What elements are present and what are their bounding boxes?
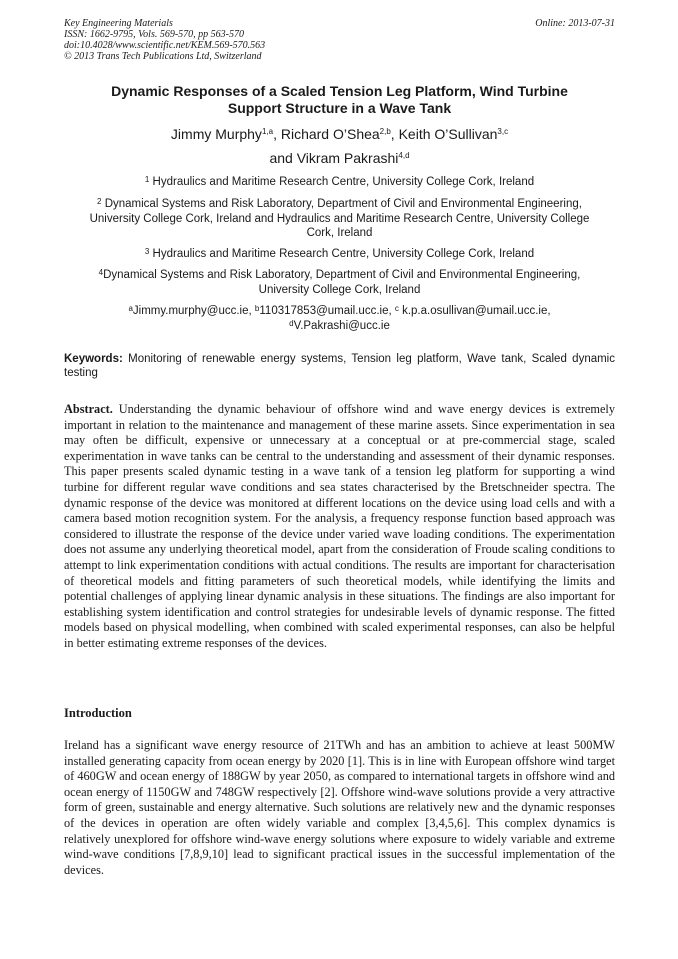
title-line-1: Dynamic Responses of a Scaled Tension Leg Platform, Wind Turbine xyxy=(111,83,568,99)
title-line-2: Support Structure in a Wave Tank xyxy=(227,100,452,116)
email-mark: c xyxy=(394,304,399,313)
affiliation-text: University College Cork, Ireland xyxy=(258,283,421,296)
introduction-heading: Introduction xyxy=(64,706,132,720)
email-mark: d xyxy=(289,318,294,328)
affiliation-text: Hydraulics and Maritime Research Centre, University College Cork, Ireland xyxy=(152,176,535,188)
affiliation-text: Dynamical Systems and Risk Laboratory, Department of Civil and Environmental Engineering, xyxy=(104,198,582,210)
author-name: Richard O’Shea xyxy=(280,126,380,142)
abstract-section xyxy=(64,402,615,652)
author-emails xyxy=(64,304,615,333)
online-date: Online: 2013-07-31 xyxy=(535,18,615,29)
abstract-label: Abstract. xyxy=(64,402,113,416)
affiliation-text: University College Cork, Ireland and Hydraulics and Maritime Research Centre, University College xyxy=(89,212,590,225)
author-line-1: Jimmy Murphy$^{1,a}$, Richard O’Shea$^{2,b}$, Keith O’Sullivan$^{3,c}$ xyxy=(170,126,509,142)
affiliation-number: 2 xyxy=(97,197,102,206)
keywords-section xyxy=(64,352,615,380)
email-link[interactable]: Jimmy.murphy@ucc.ie, xyxy=(132,305,252,317)
email-mark: b xyxy=(254,304,260,313)
author-line-2 xyxy=(64,146,615,170)
affiliation-4 xyxy=(64,268,615,297)
email-link[interactable]: k.p.a.osullivan@umail.ucc.ie, xyxy=(402,305,551,317)
doi-line: doi:10.4028/www.scientific.net/KEM.569-570.563 xyxy=(64,40,266,51)
journal-name: Key Engineering Materials xyxy=(64,18,173,29)
author-affiliation-mark: 2,b xyxy=(379,127,391,136)
paper-title xyxy=(64,83,615,117)
affiliation-text: Cork, Ireland xyxy=(306,227,373,239)
affiliation-number: 1 xyxy=(144,175,150,184)
keywords-label: Keywords: xyxy=(64,353,123,365)
author-affiliation-mark: 1,a xyxy=(261,127,274,136)
affiliation-2 xyxy=(64,197,615,241)
author-conjunction: and xyxy=(269,150,293,166)
author-affiliation-mark: 3,c xyxy=(497,127,509,136)
affiliation-text: Dynamical Systems and Risk Laboratory, Department of Civil and Environmental Engineering, xyxy=(103,269,581,281)
email-mark: a xyxy=(128,304,133,313)
affiliation-number: 3 xyxy=(144,247,150,256)
email-link[interactable]: V.Pakrashi@ucc.ie xyxy=(293,319,390,332)
author-name: Vikram Pakrashi xyxy=(296,150,399,166)
journal-header xyxy=(64,18,615,62)
affiliation-number: 4 xyxy=(98,268,104,277)
copyright-line: © 2013 Trans Tech Publications Ltd, Switzerland xyxy=(64,51,262,62)
introduction-text: Ireland has a significant wave energy resource of 21TWh and has an ambition to achieve at least 500MW installed generating capacity from ocean energy by 2020 [1]. This is in line with European offshore wind target of 460GW and ocean energy of 188GW by year 2050, as compared to international targets in offshore wind and ocean energy of 1150GW and 748GW respectively [2]. Offshore wind-wave solutions provide a very attractive form of green, sustainable and energy alternative. Such solutions are relatively new and the dynamic responses of the devices in operation are often widely variable and complex [3,4,5,6]. This complex dynamics is relatively unexplored for offshore wind-wave energy solutions where exposure to widely variable and extreme wind-wave conditions [7,8,9,10] lead to significant practical issues in the successful implementation of the devices. xyxy=(64,738,615,877)
author-name: Keith O’Sullivan xyxy=(398,126,498,142)
affiliation-text: Hydraulics and Maritime Research Centre, University College Cork, Ireland xyxy=(152,248,535,260)
abstract-text: Understanding the dynamic behaviour of offshore wind and wave energy devices is extremely important in relation to the maintenance and management of these marine assets. Since experimentation in sea may often be difficult, expensive or unnecessary at a conceptual or at pre-commercial stage, scaled experimentation in wave tanks can be central to the understanding and assessment of their dynamic responses. This paper presents scaled dynamic testing in a wave tank of a tension leg platform for supporting a wind turbine for different regular wave conditions and sea states characterised by the Bretschneider spectra. The dynamic response of the device was monitored at different locations on the device using load cells and with a camera based motion recognition system. For the analysis, a frequency response function based approach was considered to illustrate the response of the device under varied wave loading conditions. The experimentation does not assume any underlying theoretical model, apart from the consideration of Froude scaling conditions to attempt to link experimentation conditions with actual conditions. The results are important for characterisation of theoretical models and fitting parameters of such theoretical models, while identifying the limits and potential challenges of applying linear dynamic analysis in these situations. The findings are also important for establishing system identification and control strategies for undesirable levels of dynamic response. The fitted models based on physical modelling, when combined with scaled experimental responses, can also be helpful in better estimating extreme responses of the devices. xyxy=(64,402,615,650)
keywords-text: Monitoring of renewable energy systems, Tension leg platform, Wave tank, Scaled dynamic testing xyxy=(64,353,615,379)
email-link[interactable]: 110317853@umail.ucc.ie, xyxy=(259,305,392,317)
affiliation-3 xyxy=(64,247,615,262)
author-name: Jimmy Murphy xyxy=(170,126,262,142)
issn-line: ISSN: 1662-9795, Vols. 569-570, pp 563-570 xyxy=(64,29,244,40)
author-list xyxy=(64,122,615,170)
affiliation-1 xyxy=(64,175,615,190)
author-affiliation-mark: 4,d xyxy=(398,151,410,160)
